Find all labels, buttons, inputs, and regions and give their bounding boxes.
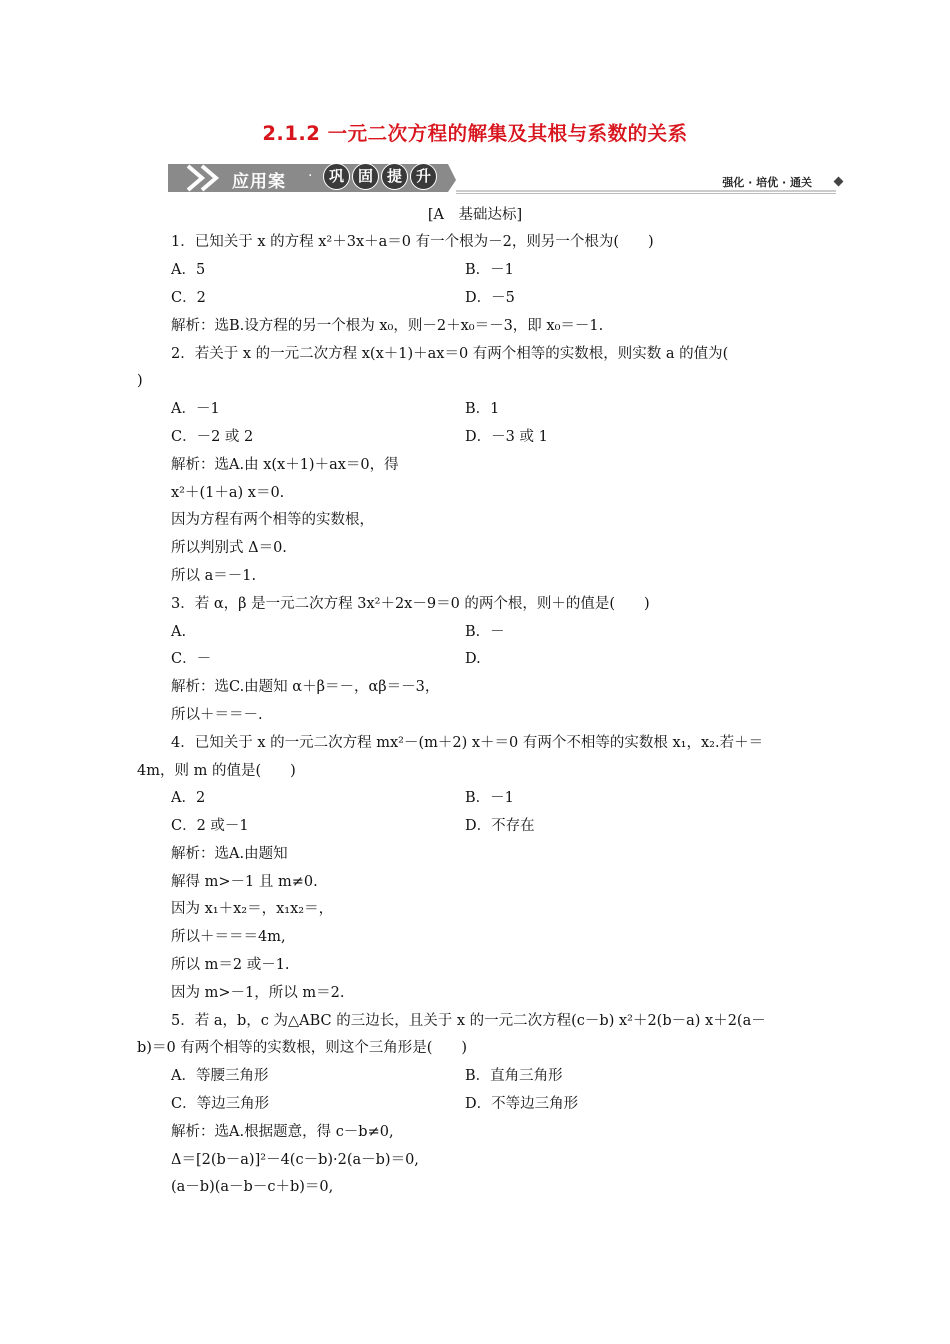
q4-analysis-line: 解析：选A.由题知 bbox=[171, 846, 288, 862]
q3-analysis-line: 解析：选C.由题知 α＋β＝－，αβ＝－3， bbox=[171, 679, 440, 695]
q1-option-c: C．2 bbox=[171, 290, 206, 306]
q3-option-a: A. bbox=[171, 624, 187, 640]
q2-analysis-line: x²＋(1＋a) x＝0. bbox=[171, 485, 285, 501]
q5-analysis-line: 解析：选A.根据题意，得 c－b≠0, bbox=[171, 1124, 394, 1140]
q4-analysis-line: 所以＋＝＝＝4m, bbox=[171, 929, 286, 945]
banner-left-label: 应用案 bbox=[232, 172, 286, 192]
q5-analysis-line: (a－b)(a－b－c＋b)＝0, bbox=[171, 1179, 334, 1195]
banner-char: 提 bbox=[381, 163, 408, 190]
section-heading: [A 基础达标] bbox=[427, 207, 523, 223]
q3-option-c: C．－ bbox=[171, 651, 212, 667]
q2-analysis-line: 因为方程有两个相等的实数根， bbox=[171, 512, 374, 528]
banner-chars bbox=[323, 163, 437, 190]
q4-analysis-line: 因为 x₁＋x₂＝，x₁x₂＝， bbox=[171, 901, 334, 917]
question-5-stem: 5．若 a，b，c 为△ABC 的三边长，且关于 x 的一元二次方程(c－b) x²＋2(b－a) x＋2(a－ bbox=[171, 1013, 766, 1029]
q2-option-a: A．－1 bbox=[171, 401, 220, 417]
q1-option-a: A．5 bbox=[171, 262, 206, 278]
q1-analysis: 解析：选B.设方程的另一个根为 x₀，则－2＋x₀＝－3，即 x₀＝－1. bbox=[171, 318, 604, 334]
q5-option-c: C．等边三角形 bbox=[171, 1096, 270, 1112]
q5-option-d: D．不等边三角形 bbox=[465, 1096, 579, 1112]
q2-option-d: D．－3 或 1 bbox=[465, 429, 548, 445]
q1-option-d: D．－5 bbox=[465, 290, 515, 306]
q2-option-c: C．－2 或 2 bbox=[171, 429, 254, 445]
section-banner bbox=[168, 160, 844, 196]
q3-option-d: D. bbox=[465, 651, 481, 667]
q5-analysis-line: Δ＝[2(b－a)]²－4(c－b)·2(a－b)＝0, bbox=[171, 1152, 419, 1168]
q2-analysis-line: 解析：选A.由 x(x＋1)＋ax＝0，得 bbox=[171, 457, 399, 473]
q4-option-a: A．2 bbox=[171, 790, 206, 806]
page-title: 2.1.2 一元二次方程的解集及其根与系数的关系 bbox=[262, 122, 688, 145]
question-2-stem: 2．若关于 x 的一元二次方程 x(x＋1)＋ax＝0 有两个相等的实数根，则实数 a 的值为( bbox=[171, 346, 729, 362]
question-3-stem: 3．若 α，β 是一元二次方程 3x²＋2x－9＝0 的两个根，则＋的值是( ) bbox=[171, 596, 650, 612]
q4-analysis-line: 解得 m>－1 且 m≠0. bbox=[171, 874, 318, 890]
banner-dot: · bbox=[308, 168, 313, 184]
q4-option-b: B．－1 bbox=[465, 790, 514, 806]
banner-char: 升 bbox=[410, 163, 437, 190]
banner-char: 固 bbox=[352, 163, 379, 190]
question-4-stem: 4．已知关于 x 的一元二次方程 mx²－(m＋2) x＋＝0 有两个不相等的实数根 x₁，x₂.若＋＝ bbox=[171, 735, 764, 751]
q3-analysis-line: 所以＋＝＝－. bbox=[171, 707, 263, 723]
banner-right-label: 强化 · 培优 · 通关 bbox=[722, 176, 812, 189]
question-5-stem-cont: b)＝0 有两个相等的实数根，则这个三角形是( ) bbox=[137, 1040, 468, 1056]
q5-option-a: A．等腰三角形 bbox=[171, 1068, 269, 1084]
q4-analysis-line: 所以 m＝2 或－1. bbox=[171, 957, 290, 973]
q4-option-c: C．2 或－1 bbox=[171, 818, 249, 834]
q5-option-b: B．直角三角形 bbox=[465, 1068, 563, 1084]
question-4-stem-cont: 4m，则 m 的值是( ) bbox=[137, 763, 296, 779]
q2-option-b: B．1 bbox=[465, 401, 500, 417]
question-2-stem-cont: ) bbox=[137, 373, 143, 389]
q2-analysis-line: 所以 a＝－1. bbox=[171, 568, 257, 584]
q3-option-b: B．－ bbox=[465, 624, 505, 640]
q1-option-b: B．－1 bbox=[465, 262, 514, 278]
q4-analysis-line: 因为 m>－1，所以 m＝2. bbox=[171, 985, 345, 1001]
q2-analysis-line: 所以判别式 Δ＝0. bbox=[171, 540, 287, 556]
question-1-stem: 1．已知关于 x 的方程 x²＋3x＋a＝0 有一个根为－2，则另一个根为( ) bbox=[171, 234, 654, 250]
banner-char: 巩 bbox=[323, 163, 350, 190]
q4-option-d: D．不存在 bbox=[465, 818, 535, 834]
